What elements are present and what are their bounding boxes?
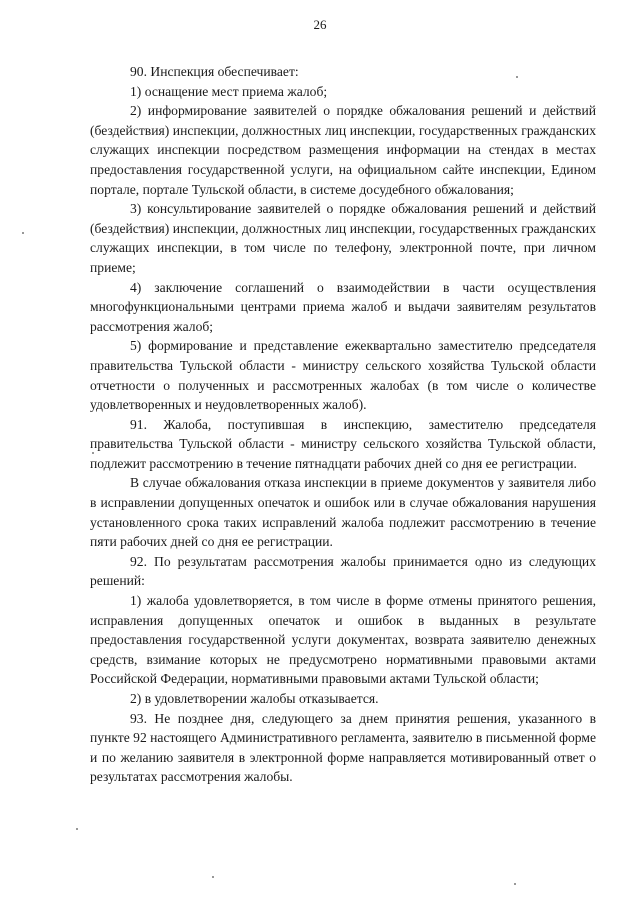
paragraph-90-item-5: 5) формирование и представление ежеквартально заместителю председателя правительства Тульской области - министру сельского хозяйства Тульской области отчетности о полученных и рассмотренных жалобах (в том числе о количестве удовлетворенных и неудовлетворенных жалоб). [90,338,596,413]
scan-speck [514,883,516,885]
paragraph-92-intro: 92. По результатам рассмотрения жалобы принимается одно из следующих решений: [90,553,596,589]
paragraph-90-intro: 90. Инспекция обеспечивает: [130,64,299,79]
paragraph-93: 93. Не позднее дня, следующего за днем принятия решения, указанного в пункте 92 настоящего Административного регламента, заявителю в письменной форме и по желанию заявителя в электронной форме направляется мотивированный ответ о результатах рассмотрения жалобы. [90,710,597,785]
scan-speck [212,876,214,878]
scan-speck [22,232,24,234]
paragraph-91-continued: В случае обжалования отказа инспекции в приеме документов у заявителя либо в исправлении допущенных опечаток и ошибок или в случае обжалования нарушения установленного срока таких исправлений жалоба подлежит рассмотрению в течение пяти рабочих дней со дня ее регистрации. [90,475,596,550]
paragraph-92-item-2: 2) в удовлетворении жалобы отказывается. [130,691,379,706]
document-body [90,62,596,787]
scan-speck [76,828,78,830]
paragraph-92-item-1: 1) жалоба удовлетворяется, в том числе в форме отмены принятого решения, исправления допущенных опечаток и ошибок в выданных в результате предоставления государственной услуги документах, возврата заявителю денежных средств, взимание которых не предусмотрено нормативными правовыми актами Российской Федерации, нормативными правовыми актами Тульской области; [90,593,596,687]
scan-speck [92,452,94,454]
paragraph-90-item-2: 2) информирование заявителей о порядке обжалования решений и действий (бездействия) инспекции, должностных лиц инспекции, государственных гражданских служащих инспекции посредством размещения информации на стендах в местах предоставления государственной услуги, на официальном сайте инспекции, Едином портале, портале Тульской области, в системе досудебного обжалования; [90,103,596,197]
page-number: 26 [313,17,327,32]
paragraph-90-item-1: 1) оснащение мест приема жалоб; [130,83,328,99]
paragraph-90-item-3: 3) консультирование заявителей о порядке обжалования решений и действий (бездействия) инспекции, должностных лиц инспекции, государственных гражданских служащих инспекции, в том числе по телефону, электронной почте, при личном приеме; [90,201,596,275]
paragraph-90-item-4: 4) заключение соглашений о взаимодействии в части осуществления многофункциональными центрами приема жалоб и выдачи заявителям результатов рассмотрения жалоб; [90,279,596,334]
paragraph-91: 91. Жалоба, поступившая в инспекцию, заместителю председателя правительства Тульской области - министру сельского хозяйства Тульской области, подлежит рассмотрению в течение пятнадцати рабочих дней со дня ее регистрации. [90,416,596,471]
scan-speck [516,76,518,78]
